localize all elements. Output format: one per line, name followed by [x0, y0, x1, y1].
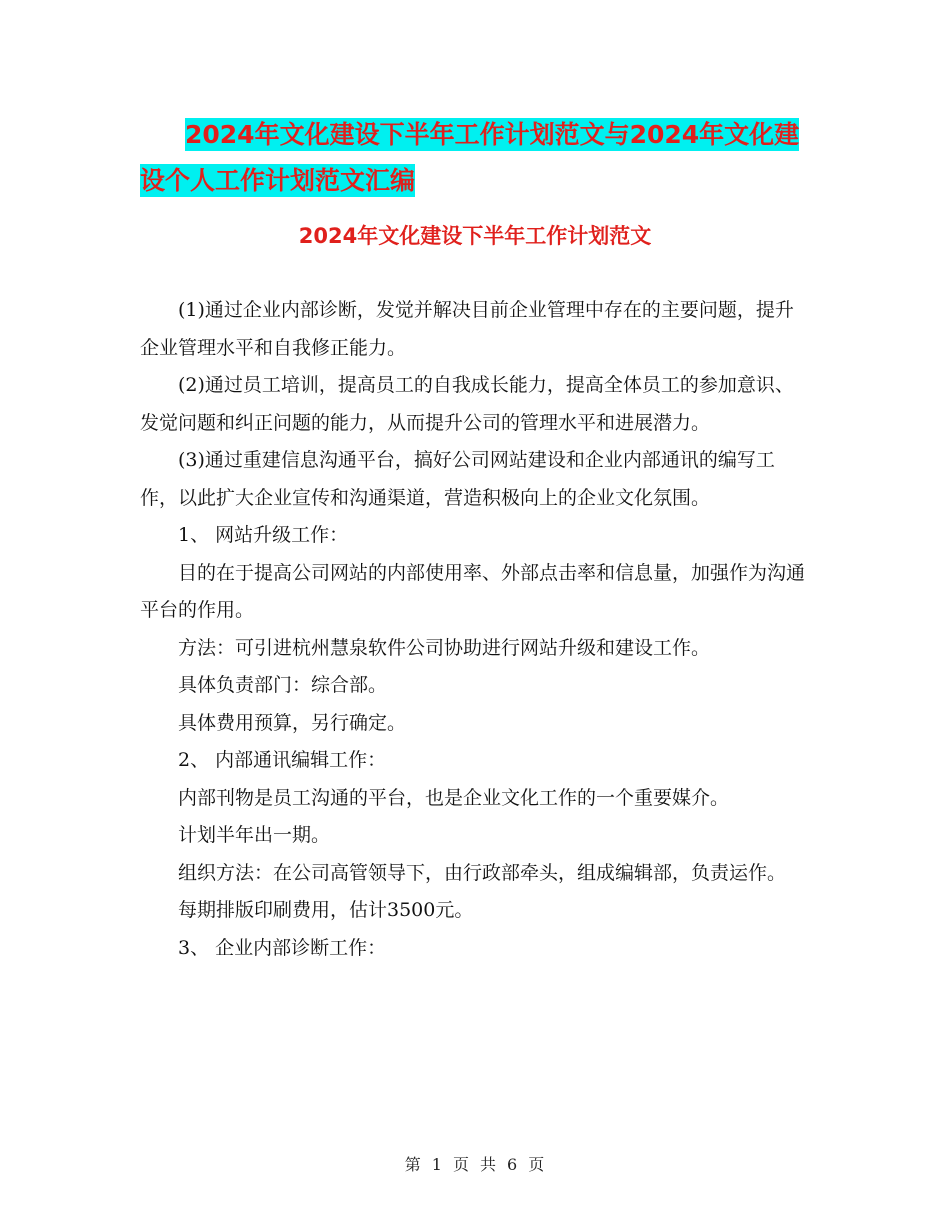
page-total: 6 — [507, 1155, 519, 1174]
paragraph: 内部刊物是员工沟通的平台，也是企业文化工作的一个重要媒介。 — [178, 786, 730, 809]
paragraph: 方法：可引进杭州慧泉软件公司协助进行网站升级和建设工作。 — [178, 636, 711, 659]
section-title: 2024年文化建设下半年工作计划范文 — [298, 224, 652, 248]
paragraph: 具体负责部门：综合部。 — [178, 674, 388, 696]
title-line-2: 设个人工作计划范文汇编 — [140, 166, 416, 195]
page-footer — [0, 1152, 950, 1175]
page-number: 1 — [431, 1155, 443, 1174]
document-title — [140, 112, 840, 204]
paragraph: 3、 企业内部诊断工作： — [178, 936, 387, 959]
paragraph: 组织方法：在公司高管领导下，由行政部牵头，组成编辑部，负责运作。 — [178, 861, 787, 884]
paragraph: 2、 内部通讯编辑工作： — [178, 749, 387, 771]
paragraph: (2)通过员工培训，提高员工的自我成长能力，提高全体员工的参加意识、发觉问题和纠正问题的能力，从而提升公司的管理水平和进展潜力。 — [140, 374, 794, 434]
paragraph: 1、 网站升级工作： — [178, 524, 349, 546]
paragraph: (1)通过企业内部诊断，发觉并解决目前企业管理中存在的主要问题，提升企业管理水平和自我修正能力。 — [140, 299, 794, 359]
paragraph: (3)通过重建信息沟通平台，搞好公司网站建设和企业内部通讯的编写工作，以此扩大企业宣传和沟通渠道，营造积极向上的企业文化氛围。 — [140, 449, 775, 509]
title-line-1: 2024年文化建设下半年工作计划范文与2024年文化建 — [185, 120, 800, 149]
footer-suffix: 页 — [528, 1155, 546, 1174]
paragraph: 每期排版印刷费用，估计3500元。 — [178, 899, 474, 921]
paragraph: 目的在于提高公司网站的内部使用率、外部点击率和信息量，加强作为沟通平台的作用。 — [140, 561, 806, 621]
footer-prefix: 第 — [404, 1155, 422, 1174]
document-body — [140, 292, 810, 967]
paragraph: 计划半年出一期。 — [178, 824, 331, 846]
footer-total-prefix: 共 — [480, 1155, 498, 1174]
paragraph: 具体费用预算，另行确定。 — [178, 711, 407, 734]
footer-page-label: 页 — [452, 1155, 470, 1174]
